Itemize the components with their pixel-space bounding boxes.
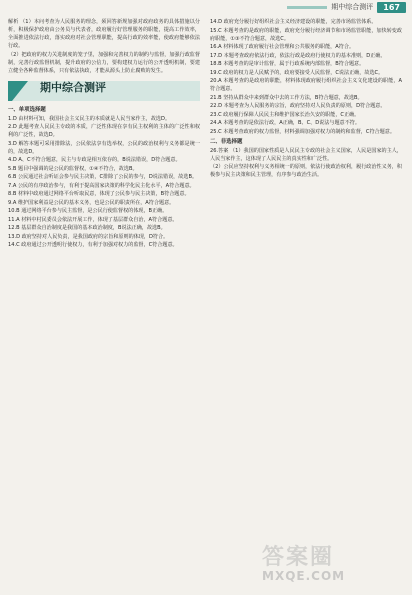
answer-item: 13.D 政府坚持对人民负责，是我国政府的宗旨和原则的体现，D符合。 <box>8 233 169 240</box>
analysis-para-1: 解析 （1）本问考查为人民服务的理念，须回答新规加强对政府政务的具体措施以分析，积极保护政府由公务员与代表者，政府履行好管理服务的职能，提高工作效率，全面推进依法行政，落实政府对社会管理职能，提高行政的效率能，使政府能够依法行政。 <box>8 19 200 49</box>
watermark-text: 答案圈 <box>262 545 335 570</box>
answer-item: 15.C 本题考查的是政府的职能，政府充分履行经济调节和市场监管职能，加快转变政府职能，①③不符合题意，故选C。 <box>210 27 402 42</box>
header-accent-bar <box>287 6 327 9</box>
answer-item: 2.D 此题考查人民民主专政的本质，广泛性体现在享有民主权利的主体的广泛性和权利的广泛性，故选D。 <box>8 124 200 138</box>
answer-item: 6.B 公民通过社会听证会参与民主决策，C排除了公民的参与，D说法错误，故选B。 <box>8 174 198 180</box>
section-banner-title: 期中综合测评 <box>40 80 106 94</box>
watermark-url: MXQE.COM <box>262 569 346 583</box>
answer-item: 12.B 基层群众自治制度是我国的基本政治制度，B说法正确，故选B。 <box>8 225 166 231</box>
answer-item: 8.B 材料中政府通过网络平台听取民意，体现了公民参与民主决策，B符合题意。 <box>8 191 190 197</box>
answer-item: 10.B 通过网络平台参与民主监督，是公民行使监督权的体现，B正确。 <box>8 208 168 214</box>
analysis-para-2: （2）把政府的权力关进制度的笼子里，加强和完善权力的制约与监督，加强行政监督制，完善行政监督机制，提升政府的公信力，要构建权力运行的公开透明机制，要建立健全各种监督体系，只有依法执政，才能从源头上防止腐败的发生。 <box>8 51 200 74</box>
answer-item: 22.D 本题考查为人民服务的宗旨，政府坚持对人民负责的原则，D符合题意。 <box>210 103 386 109</box>
page-header <box>0 0 412 14</box>
answer-item: 14.C 政府通过公开透明行使权力，有利于加强对权力的监督，C符合题意。 <box>8 242 178 248</box>
answer-item: 7.A 公民的有序政治参与，有利于提高国家决策的科学化民主化水平，A符合题意。 <box>8 182 195 189</box>
answer-item: 18.B 本题考查的是审计监督，属于行政系统内部监督，B符合题意。 <box>210 61 365 67</box>
answer-item: 11.A 材料中村民委员会依法开展工作，体现了基层群众自治，A符合题意。 <box>8 216 178 223</box>
section-heading-choice: 一、单项选择题 <box>8 106 46 113</box>
answer-item: 4.D A、C不符合题意，民主与专政是相互依存的，B说法错误，D符合题意。 <box>8 157 181 163</box>
header-title: 期中综合测评 <box>331 3 374 11</box>
answer-item: 3.D 解答本题可采用排除法，公民依法享有选举权，公民的政治权利与义务都是统一的，故选D。 <box>8 140 200 155</box>
answer-item: 1.D 由材料可知，我国社会主义民主的本质就是人民当家作主，故选D。 <box>8 115 171 122</box>
answer-item: 5.B 题目中强调的是公民的监督权，①④不符合，故选B。 <box>8 165 138 172</box>
answer-item: 17.D 本题考查政府依法行政，依法行政是政府行使权力的基本准则，D正确。 <box>210 52 386 59</box>
right-column <box>210 18 402 590</box>
answer-item: 19.C 政府的权力是人民赋予的，政府要接受人民监督，C说法正确，故选C。 <box>210 69 384 76</box>
answer-item: 16.A 材料体现了政府履行社会管理和公共服务的职能，A符合。 <box>210 44 355 50</box>
page-number: 167 <box>377 2 406 13</box>
section-banner <box>8 81 200 101</box>
answer-item: 24.A 本题考查的是依法行政，A正确，B、C、D说法与题意不符。 <box>210 120 360 126</box>
answer-item: （2）公民应坚持权利与义务相统一的原则，依法行使政治权利，履行政治性义务，积极参与民主决策和民主管理，有序参与政治生活。 <box>210 164 402 178</box>
section-banner-triangle <box>12 81 28 101</box>
answer-item: 9.A 维护国家利益是公民的基本义务，也是公民的职责所在，A符合题意。 <box>8 199 175 206</box>
left-column <box>8 18 200 590</box>
answer-item: 25.C 本题考查政府的权力监督，材料强调加强对权力的制约和监督，C符合题意。 <box>210 128 395 135</box>
answer-item: 14.D 政府充分履行好组织社会主义经济建设的职能，完善市场监管体系。 <box>210 19 377 25</box>
answer-item: 23.C 政府履行保障人民民主和维护国家长治久安的职能，C正确。 <box>210 111 360 118</box>
answer-item: 21.B 坚持从群众中来到群众中去的工作方法，B符合题意，故选B。 <box>210 94 363 101</box>
answer-item: 20.A 本题考查的是政府的职能，材料体现政府履行组织社会主义文化建设的职能，A符合题意。 <box>210 78 402 92</box>
answer-item: 26.答案 （1）我国的国家性质是人民民主专政的社会主义国家，人民是国家的主人，人民当家作主，这体现了人民民主的真实性和广泛性。 <box>210 147 402 162</box>
section-heading-essay: 二、非选择题 <box>210 138 243 145</box>
